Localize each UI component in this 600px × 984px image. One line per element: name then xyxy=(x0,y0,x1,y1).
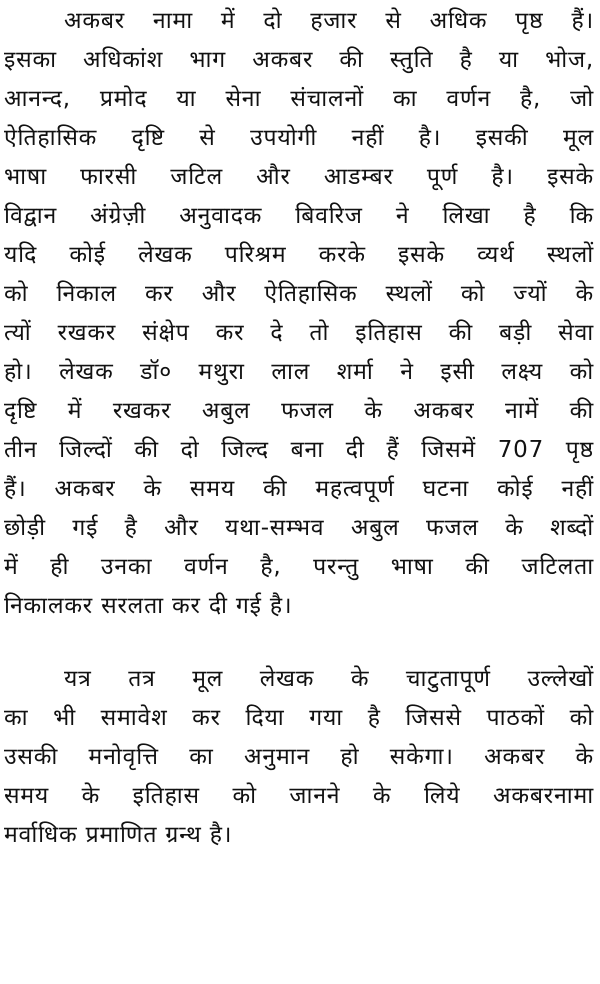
text-line: मर्वाधिक प्रमाणित ग्रन्थ है। xyxy=(4,822,233,848)
text-line: का भी समावेश कर दिया गया है जिससे पाठकों को xyxy=(4,705,594,731)
text-line: निकालकर सरलता कर दी गई है। xyxy=(4,593,293,619)
paragraph-2 xyxy=(4,660,594,855)
text-line: में ही उनका वर्णन है, परन्तु भाषा की जटिलता xyxy=(4,554,594,580)
text-line: हैं। अकबर के समय की महत्वपूर्ण घटना कोई नहीं xyxy=(4,476,594,502)
paragraph-1 xyxy=(4,2,594,626)
text-line: त्यों रखकर संक्षेप कर दे तो इतिहास की बड़ी सेवा xyxy=(4,320,594,346)
text-line: दृष्टि में रखकर अबुल फजल के अकबर नामें की xyxy=(4,398,594,424)
text-line: भाषा फारसी जटिल और आडम्बर पूर्ण है। इसके xyxy=(4,164,594,190)
text-line: उसकी मनोवृत्ति का अनुमान हो सकेगा। अकबर के xyxy=(4,744,594,770)
text-line: ऐतिहासिक दृष्टि से उपयोगी नहीं है। इसकी मूल xyxy=(4,125,594,151)
text-line: को निकाल कर और ऐतिहासिक स्थलों को ज्यों के xyxy=(4,281,594,307)
text-line: इसका अधिकांश भाग अकबर की स्तुति है या भोज, xyxy=(4,47,594,73)
text-line: तीन जिल्दों की दो जिल्द बना दी हैं जिसमें 707 पृष्ठ xyxy=(4,437,594,463)
text-line: समय के इतिहास को जानने के लिये अकबरनामा xyxy=(4,783,594,809)
text-line: आनन्द, प्रमोद या सेना संचालनों का वर्णन है, जो xyxy=(4,86,594,112)
paragraph-gap xyxy=(4,626,594,660)
text-line: यदि कोई लेखक परिश्रम करके इसके व्यर्थ स्थलों xyxy=(4,242,594,268)
text-line: हो। लेखक डॉ० मथुरा लाल शर्मा ने इसी लक्ष्य को xyxy=(4,359,594,385)
text-line: छोड़ी गई है और यथा-सम्भव अबुल फजल के शब्दों xyxy=(4,515,594,541)
text-line: यत्र तत्र मूल लेखक के चाटुतापूर्ण उल्लेखों xyxy=(64,666,594,692)
text-line: अकबर नामा में दो हजार से अधिक पृष्ठ हैं। xyxy=(64,8,594,34)
text-line: विद्वान अंग्रेज़ी अनुवादक बिवरिज ने लिखा है कि xyxy=(4,203,594,229)
